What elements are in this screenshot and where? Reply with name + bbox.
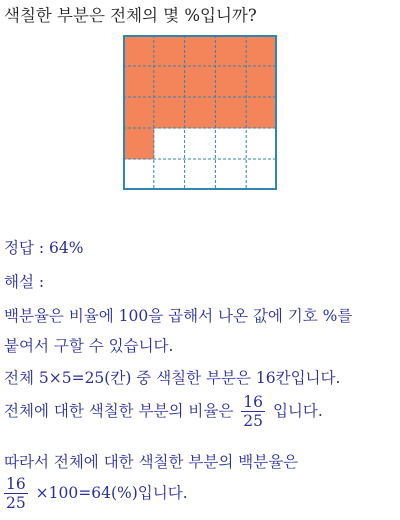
shaded-cell bbox=[185, 97, 216, 128]
shaded-cell bbox=[185, 35, 216, 66]
explanation-line-4 bbox=[4, 394, 323, 430]
shaded-cell bbox=[246, 97, 277, 128]
shaded-cell bbox=[123, 35, 154, 66]
shaded-cell bbox=[215, 97, 246, 128]
explanation-line-5: 따라서 전체에 대한 색칠한 부분의 백분율은 bbox=[4, 453, 299, 471]
shaded-cell bbox=[246, 66, 277, 97]
explanation-line-6 bbox=[4, 476, 188, 512]
ratio-text: 전체에 대한 색칠한 부분의 비율은 bbox=[4, 401, 234, 420]
fraction-denominator: 25 bbox=[6, 494, 26, 513]
shaded-cell bbox=[123, 128, 154, 159]
percent-calculation: ×100=64(%)입니다. bbox=[35, 483, 188, 502]
question-text: 색칠한 부분은 전체의 몇 %입니까? bbox=[4, 6, 257, 25]
shaded-cell bbox=[154, 97, 185, 128]
explanation-line-1: 백분율은 비율에 100을 곱해서 나온 값에 기호 %를 bbox=[4, 307, 353, 325]
shaded-cell bbox=[123, 97, 154, 128]
explanation-line-2: 붙여서 구할 수 있습니다. bbox=[4, 337, 174, 355]
shaded-cell bbox=[123, 66, 154, 97]
ratio-fraction bbox=[241, 394, 265, 430]
percent-fraction bbox=[4, 476, 28, 512]
shaded-cell bbox=[246, 35, 277, 66]
ratio-suffix: 입니다. bbox=[272, 401, 323, 420]
explanation-heading: 해설 : bbox=[4, 273, 45, 291]
shaded-cell bbox=[185, 66, 216, 97]
shaded-cell bbox=[154, 35, 185, 66]
shaded-cell bbox=[154, 66, 185, 97]
shaded-cell bbox=[215, 35, 246, 66]
shaded-grid bbox=[123, 35, 277, 190]
fraction-denominator: 25 bbox=[243, 412, 264, 431]
shaded-cell bbox=[215, 66, 246, 97]
answer-line: 정답 : 64% bbox=[4, 239, 84, 257]
fraction-numerator: 16 bbox=[6, 475, 26, 493]
fraction-numerator: 16 bbox=[243, 393, 264, 411]
explanation-line-3: 전체 5×5=25(칸) 중 색칠한 부분은 16칸입니다. bbox=[4, 369, 341, 387]
